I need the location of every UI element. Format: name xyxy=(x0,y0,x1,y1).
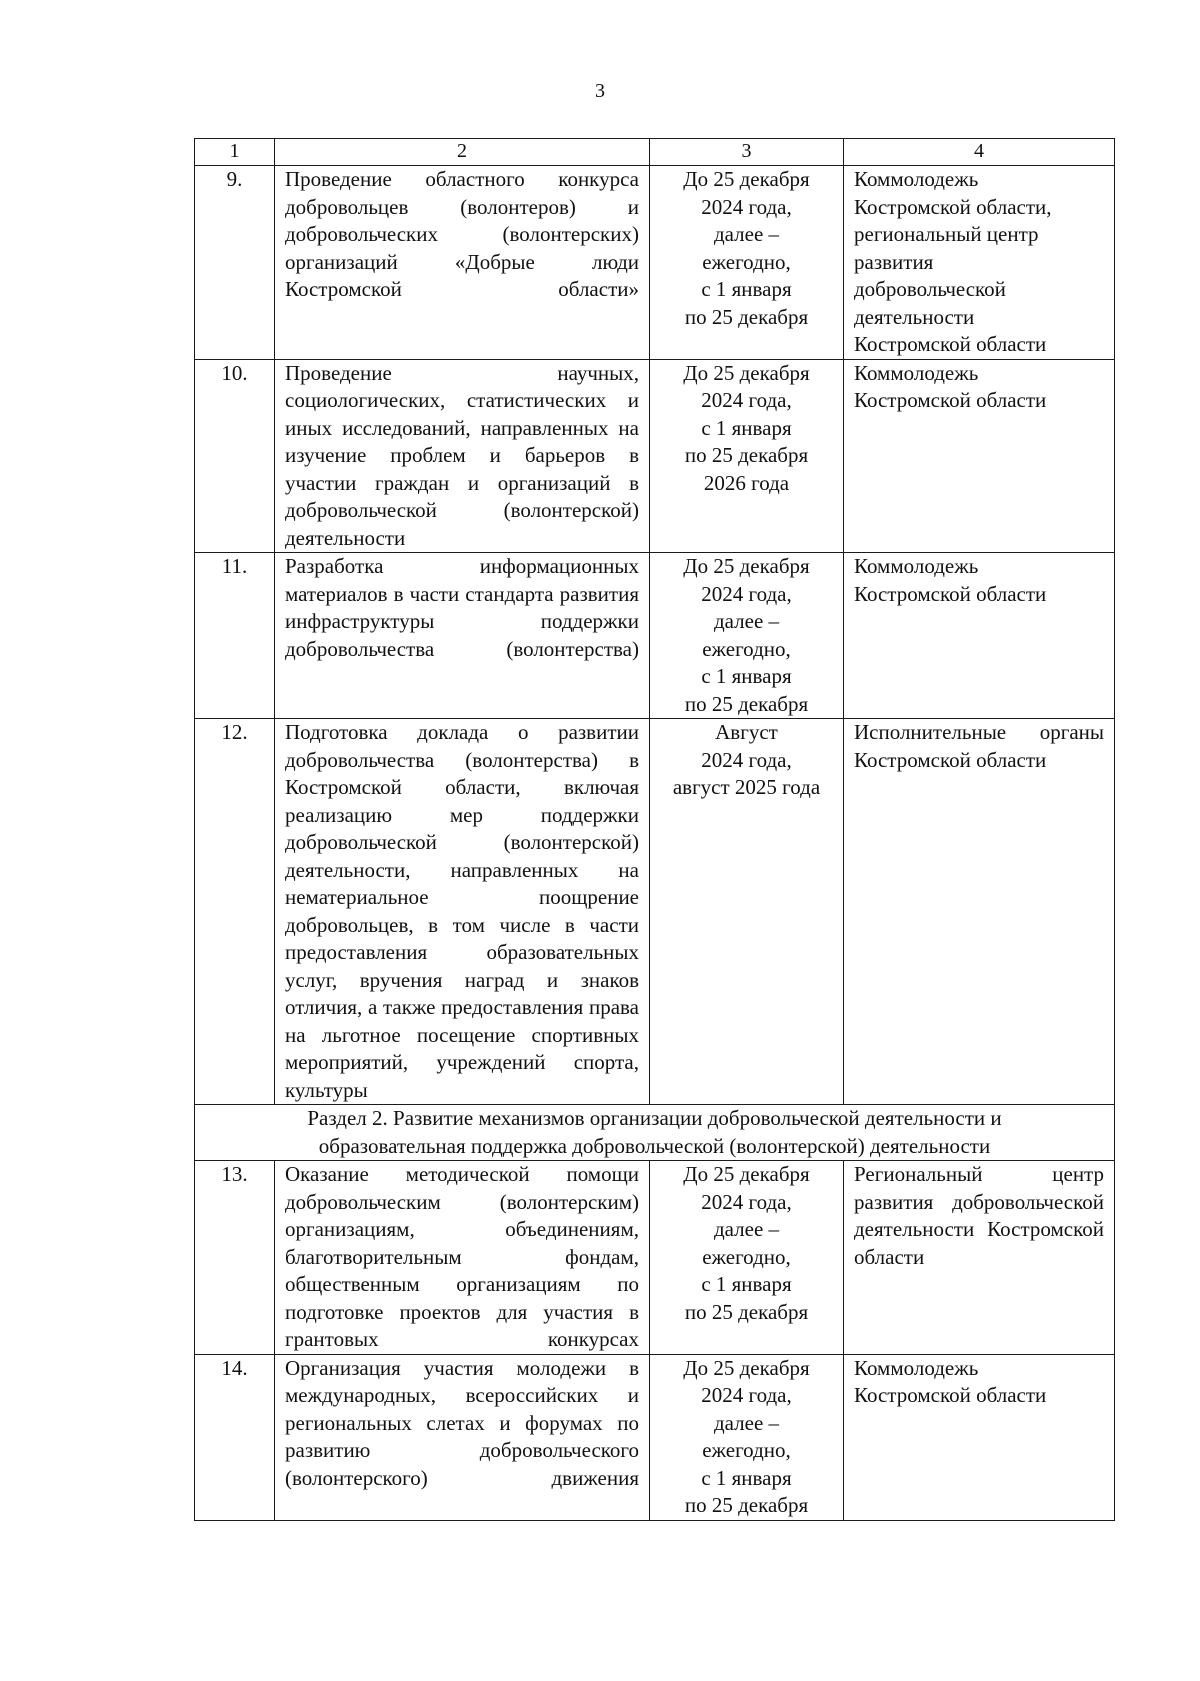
deadline xyxy=(650,719,844,1105)
row-number: 10. xyxy=(195,359,275,553)
deadline xyxy=(650,553,844,719)
deadline-line: далее – xyxy=(713,1217,780,1241)
row-number: 13. xyxy=(195,1161,275,1355)
deadline-line: с 1 января xyxy=(701,664,792,688)
deadline xyxy=(650,1354,844,1520)
deadline xyxy=(650,359,844,553)
deadline xyxy=(650,166,844,360)
deadline-line: 2024 года, xyxy=(701,1383,792,1407)
row-number: 14. xyxy=(195,1354,275,1520)
executor-line: Костромской области xyxy=(854,1383,1047,1407)
deadline-line: До 25 декабря xyxy=(683,360,810,385)
deadline-line: по 25 декабря xyxy=(684,691,809,716)
section-heading-row xyxy=(195,1105,1115,1161)
activity-description: Разработка информационных материалов в части стандарта развития инфраструктуры поддержки добровольчества (волонтерства) xyxy=(275,553,650,719)
deadline-line: 2024 года, xyxy=(701,747,792,772)
responsible-executor xyxy=(844,553,1115,719)
executor-line: Костромской области xyxy=(854,581,1047,606)
table-header-row xyxy=(195,139,1115,166)
executor-line: региональный центр xyxy=(854,222,1039,246)
deadline-line: 2024 года, xyxy=(701,1189,792,1214)
deadline-line: До 25 декабря xyxy=(683,1355,810,1380)
row-number: 12. xyxy=(195,719,275,1105)
deadline-line: далее – xyxy=(713,609,780,633)
deadline-line: 2026 года xyxy=(703,470,790,495)
header-cell-1: 1 xyxy=(195,139,275,166)
responsible-executor xyxy=(844,359,1115,553)
executor-line: Костромской области xyxy=(854,388,1047,412)
responsible-executor xyxy=(844,1161,1115,1355)
deadline-line: 2024 года, xyxy=(701,194,792,219)
deadline-line: Август xyxy=(715,720,778,744)
executor-line: Региональный центр развития добровольческой деятельности Костромской области xyxy=(854,1162,1104,1269)
activity-description: Проведение научных, социологических, статистических и иных исследований, направленных на изучение проблем и барьеров в участии граждан и организаций в добровольческой (волонтерской) деятельности xyxy=(275,359,650,553)
deadline-line: ежегодно, xyxy=(702,1438,791,1462)
deadline-line: ежегодно, xyxy=(702,249,791,274)
responsible-executor xyxy=(844,719,1115,1105)
table-row xyxy=(195,1354,1115,1520)
activity-description: Оказание методической помощи добровольческим (волонтерским) организациям, объединениям, благотворительным фондам, общественным организациям по подготовке проектов для участия в грантовых конкурсах xyxy=(275,1161,650,1355)
executor-line: добровольческой xyxy=(854,277,1006,301)
executor-line: развития xyxy=(854,249,934,274)
section-title-line: Раздел 2. Развитие механизмов организации добровольческой деятельности и xyxy=(307,1106,1002,1130)
deadline-line: До 25 декабря xyxy=(683,167,810,191)
executor-line: Костромской области, xyxy=(854,194,1052,219)
row-number: 11. xyxy=(195,553,275,719)
executor-line: Исполнительные органы Костромской области xyxy=(854,720,1104,772)
executor-line: Коммолодежь xyxy=(854,554,979,578)
deadline-line: далее – xyxy=(713,222,780,246)
deadline-line: ежегодно, xyxy=(702,1244,791,1269)
executor-line: Коммолодежь xyxy=(854,360,979,385)
deadline-line: ежегодно, xyxy=(702,636,791,661)
page-number: 3 xyxy=(595,80,605,102)
table-row xyxy=(195,1161,1115,1355)
table-row xyxy=(195,719,1115,1105)
deadline-line: 2024 года, xyxy=(701,388,792,412)
row-number: 9. xyxy=(195,166,275,360)
deadline-line: с 1 января xyxy=(701,1465,792,1490)
deadline-line: До 25 декабря xyxy=(683,554,810,578)
executor-line: Костромской области xyxy=(854,332,1047,356)
header-cell-4: 4 xyxy=(844,139,1115,166)
responsible-executor xyxy=(844,1354,1115,1520)
section-title xyxy=(195,1105,1115,1161)
deadline-line: август 2025 года xyxy=(672,775,821,799)
deadline-line: 2024 года, xyxy=(701,581,792,606)
executor-line: деятельности xyxy=(854,304,975,329)
deadline-line: с 1 января xyxy=(701,1272,792,1296)
responsible-executor xyxy=(844,166,1115,360)
header-cell-2: 2 xyxy=(275,139,650,166)
table-row xyxy=(195,166,1115,360)
activity-description: Подготовка доклада о развитии добровольчества (волонтерства) в Костромской области, включая реализацию мер поддержки добровольческой (волонтерской) деятельности, направленных на нематериальное поощрение добровольцев, в том числе в части предоставления образовательных услуг, вручения наград и знаков отличия, а также предоставления права на льготное посещение спортивных мероприятий, учреждений спорта, культуры xyxy=(275,719,650,1105)
deadline xyxy=(650,1161,844,1355)
activity-description: Организация участия молодежи в международных, всероссийских и региональных слетах и форумах по развитию добровольческого (волонтерского) движения xyxy=(275,1354,650,1520)
deadline-line: по 25 декабря xyxy=(684,1493,809,1517)
deadline-line: с 1 января xyxy=(701,277,792,301)
deadline-line: по 25 декабря xyxy=(684,443,809,467)
activity-plan-table xyxy=(194,138,1115,1521)
deadline-line: по 25 декабря xyxy=(684,1299,809,1324)
header-cell-3: 3 xyxy=(650,139,844,166)
deadline-line: далее – xyxy=(713,1410,780,1435)
table-row xyxy=(195,359,1115,553)
executor-line: Коммолодежь xyxy=(854,1355,979,1380)
activity-description: Проведение областного конкурса добровольцев (волонтеров) и добровольческих (волонтерских) организаций «Добрые люди Костромской области» xyxy=(275,166,650,360)
deadline-line: До 25 декабря xyxy=(683,1162,810,1186)
deadline-line: по 25 декабря xyxy=(684,304,809,329)
table-row xyxy=(195,553,1115,719)
section-title-line: образовательная поддержка добровольческой (волонтерской) деятельности xyxy=(318,1133,991,1158)
executor-line: Коммолодежь xyxy=(854,167,979,191)
deadline-line: с 1 января xyxy=(701,415,792,440)
